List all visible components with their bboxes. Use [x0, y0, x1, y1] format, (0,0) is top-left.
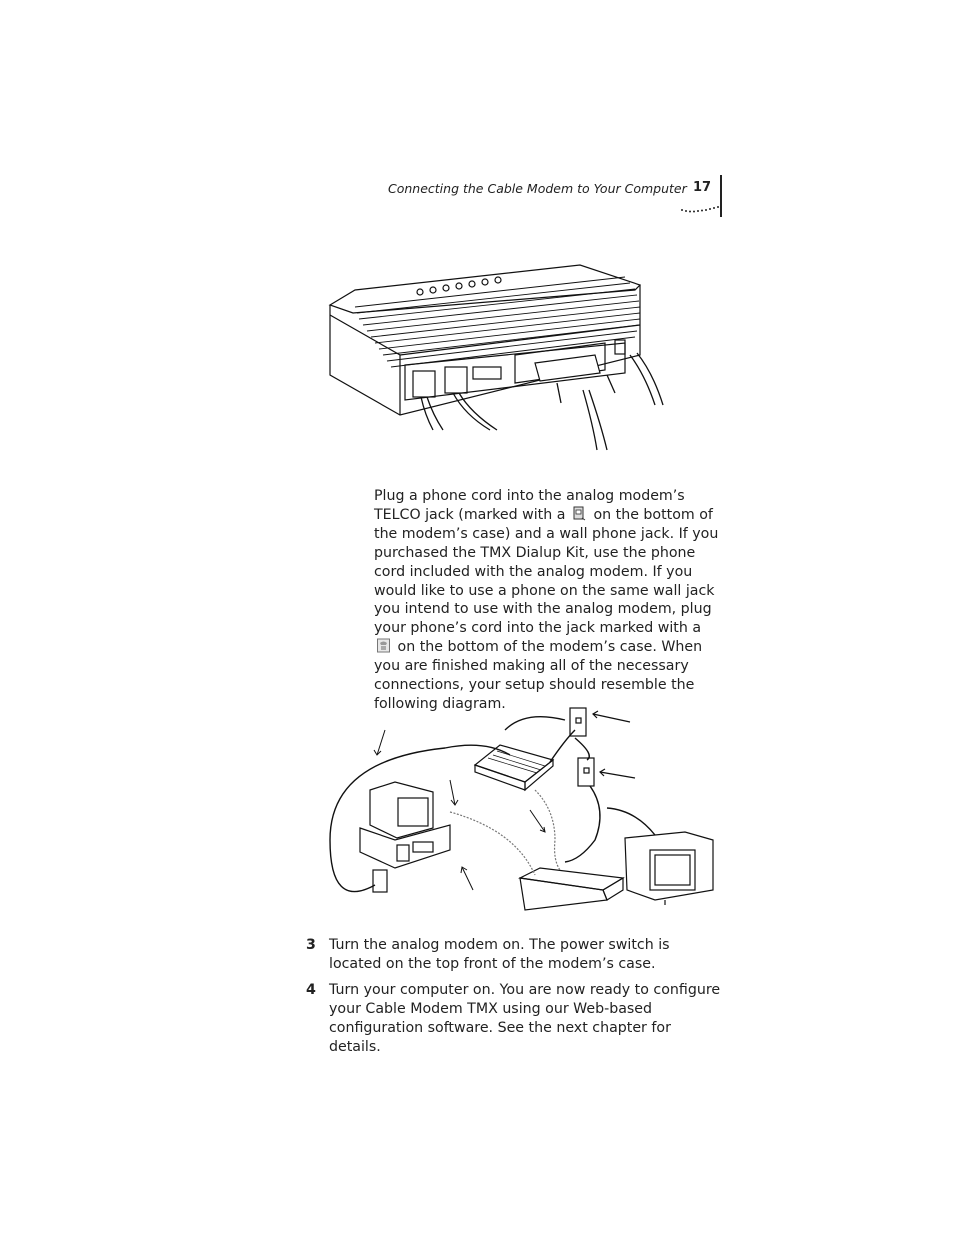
step-3: [306, 936, 726, 974]
step-number: 4: [306, 982, 316, 998]
telephone-icon: [377, 638, 390, 653]
paragraph-text-2: on the bottom of the modem’s case) and a wall phone jack. If you purchased the TMX Dialup Kit, use the phone cord included with the analog modem. If you would like to use a phone on the same wall jack you intend to use with the analog modem, plug your phone’s cord into the jack marked with a: [374, 506, 719, 637]
step-text: Turn your computer on. You are now ready to configure your Cable Modem TMX using our Web-based configuration software. See the next chapter for details.: [329, 982, 721, 1055]
paragraph-text-3: on the bottom of the modem’s case. When you are finished making all of the necessary connections, your setup should resemble the following diagram.: [374, 639, 703, 712]
wall-jack-icon: [573, 506, 586, 521]
header-dotted-flourish: [680, 204, 724, 214]
step-number: 3: [306, 937, 316, 953]
paragraph-text-1: Plug a phone cord into the analog modem’s TELCO jack (marked with a: [374, 488, 685, 523]
step-4: [306, 981, 726, 1057]
page-number: 17: [693, 180, 712, 195]
running-head-title: Connecting the Cable Modem to Your Computer: [388, 181, 687, 196]
setup-diagram-illustration: [325, 700, 725, 925]
step-text: Turn the analog modem on. The power switch is located on the top front of the modem’s case.: [329, 937, 670, 972]
modem-rear-panel-illustration: [325, 255, 670, 455]
instruction-paragraph: [374, 487, 724, 714]
